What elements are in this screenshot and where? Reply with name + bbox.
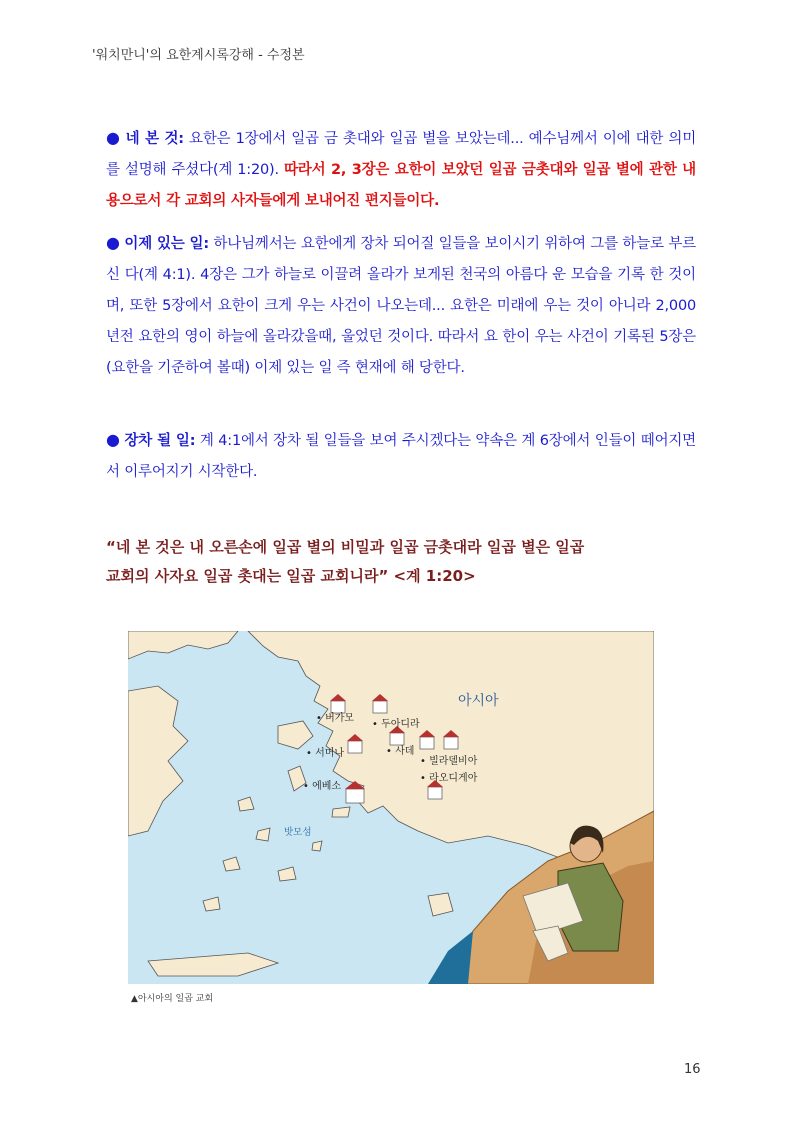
map-island-label: 밧모섬 <box>284 827 312 838</box>
island-samos <box>332 807 350 817</box>
section-text: 하나님께서는 요한에게 장차 되어질 일들을 보이시기 위하여 그를 하늘로 부르신 다(계 4:1). 4장은 그가 하늘로 이끌려 올라가 보게된 천국의 아름다 운 모습을 기록 한 것이며, 또한 5장에서 요한이 크게 우는 사건이 나오는데... 요한은 미래에 우는 것이 아니라 2,000년전 요한의 영이 하늘에 올라갔을때, 울었던 것이다. 따라서 요 한이 우는 사건이 기록된 5장은 (요한을 기준하여 볼때) 이제 있는 일 즉 현재에 해 당한다. <box>106 236 696 376</box>
section-text: 요한은 1장에서 일곱 금 촛대와 일곱 별을 보았는데... 예수님께서 이에 대한 의미 를 설명해 주셨다(계 1:20). <box>106 131 696 178</box>
bullet-icon: ● <box>106 128 121 147</box>
map-region-label: 아시아 <box>458 693 499 709</box>
running-header: '워치만니'의 요한계시록강해 - 수정본 <box>92 48 305 63</box>
map-caption: ▲아시아의 일곱 교회 <box>131 994 214 1004</box>
section-text: 계 4:1에서 장차 될 일들을 보여 주시겠다는 약속은 계 6장에서 인들이 떼어지면 서 이루어지기 시작한다. <box>106 433 696 480</box>
section-lead: 장차 될 일: <box>124 433 196 449</box>
section-what-you-saw <box>106 122 696 217</box>
section-emphasis: 따라서 2, 3장은 요한이 보았던 일곱 금촛대와 일곱 별에 관한 내용으로서 각 교회의 사자들에게 보내어진 편지들이다. <box>106 162 696 209</box>
map-city-label: • 에베소 <box>303 781 342 792</box>
map-city-label: • 사데 <box>386 746 415 757</box>
quote-line-1: “네 본 것은 내 오른손에 일곱 별의 비밀과 일곱 금촛대라 일곱 별은 일곱 <box>106 538 585 556</box>
island-patmos <box>312 841 322 851</box>
section-lead: 네 본 것: <box>125 131 184 147</box>
page-number: 16 <box>684 1062 701 1077</box>
section-lead: 이제 있는 일: <box>124 236 209 252</box>
section-things-to-come <box>106 424 696 488</box>
scripture-quote <box>106 533 706 591</box>
map-city-label: • 버가모 <box>316 713 355 724</box>
map-city-label: • 빌라델비아 <box>420 756 478 767</box>
quote-line-2: 교회의 사자요 일곱 촛대는 일곱 교회니라” <계 1:20> <box>106 567 476 585</box>
section-things-that-are <box>106 227 696 384</box>
map-city-label: • 라오디게아 <box>420 773 478 784</box>
bullet-icon: ● <box>106 430 120 449</box>
seven-churches-map <box>128 631 654 984</box>
bullet-icon: ● <box>106 233 120 252</box>
map-illustration <box>128 631 654 984</box>
map-city-label: • 두아디라 <box>372 719 420 730</box>
map-city-label: • 서머나 <box>306 748 345 759</box>
